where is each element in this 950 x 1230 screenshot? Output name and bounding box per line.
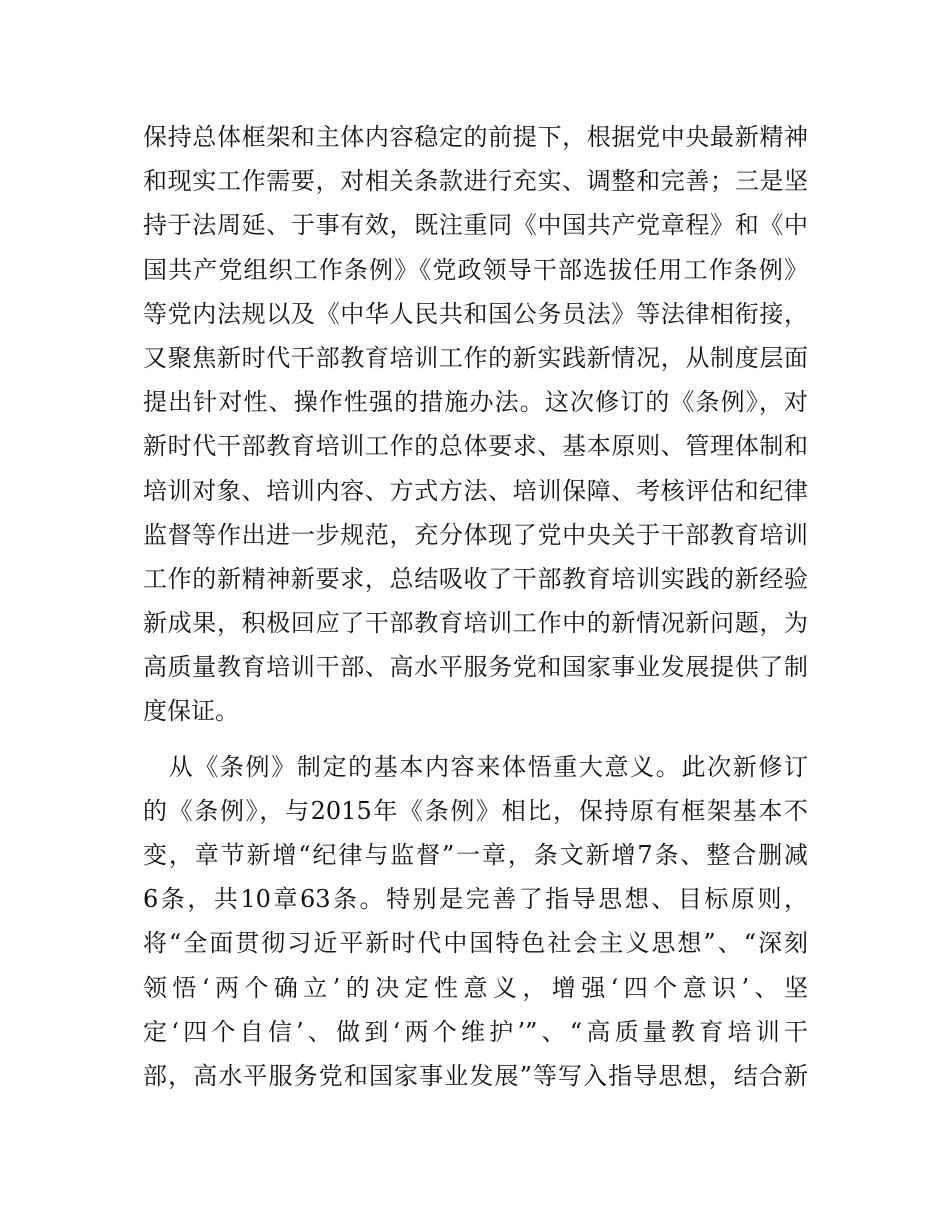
paragraph-2 [143, 745, 808, 1099]
body-text [143, 115, 808, 1098]
text-line: 的《条例》，与2015年《条例》相比，保持原有框架基本不 [143, 796, 808, 825]
text-line: 提出针对性、操作性强的措施办法。这次修订的《条例》，对 [143, 388, 808, 417]
text-line: 监督等作出进一步规范，充分体现了党中央关于干部教育培训 [143, 520, 808, 549]
text-line: 等党内法规以及《中华人民共和国公务员法》等法律相衔接， [143, 299, 808, 328]
text-line: 高质量教育培训干部、高水平服务党和国家事业发展提供了制 [143, 653, 808, 682]
paragraph-spacer [143, 734, 808, 745]
text-line: 从《条例》制定的基本内容来体悟重大意义。此次新修订 [143, 752, 808, 781]
text-line: 新时代干部教育培训工作的总体要求、基本原则、管理体制和 [143, 432, 808, 461]
paragraph-1 [143, 115, 808, 734]
text-line: 又聚焦新时代干部教育培训工作的新实践新情况，从制度层面 [143, 343, 808, 372]
text-line: 保持总体框架和主体内容稳定的前提下，根据党中央最新精神 [143, 123, 808, 151]
text-line: 将“全面贯彻习近平新时代中国特色社会主义思想”、“深刻 [143, 929, 808, 958]
text-line: 部，高水平服务党和国家事业发展”等写入指导思想，结合新 [143, 1061, 808, 1090]
text-line: 定‘四个自信’、做到‘两个维护’”、“高质量教育培训干 [143, 1017, 808, 1046]
text-line: 工作的新精神新要求，总结吸收了干部教育培训实践的新经验 [143, 564, 808, 593]
text-line: 培训对象、培训内容、方式方法、培训保障、考核评估和纪律 [143, 476, 808, 505]
text-line: 国共产党组织工作条例》《党政领导干部选拔任用工作条例》 [143, 255, 808, 284]
text-line: 和现实工作需要，对相关条款进行充实、调整和完善；三是坚 [143, 167, 808, 196]
text-line: 变，章节新增“纪律与监督”一章，条文新增7条、整合删减 [143, 841, 808, 869]
text-line: 新成果，积极回应了干部教育培训工作中的新情况新问题，为 [143, 609, 808, 638]
text-line: 持于法周延、于事有效，既注重同《中国共产党章程》和《中 [143, 211, 808, 240]
text-line: 度保证。 [143, 697, 239, 726]
text-line: 领悟‘两个确立’的决定性意义，增强‘四个意识’、坚 [143, 973, 808, 1002]
text-line: 6条，共10章63条。特别是完善了指导思想、目标原则， [143, 885, 808, 914]
